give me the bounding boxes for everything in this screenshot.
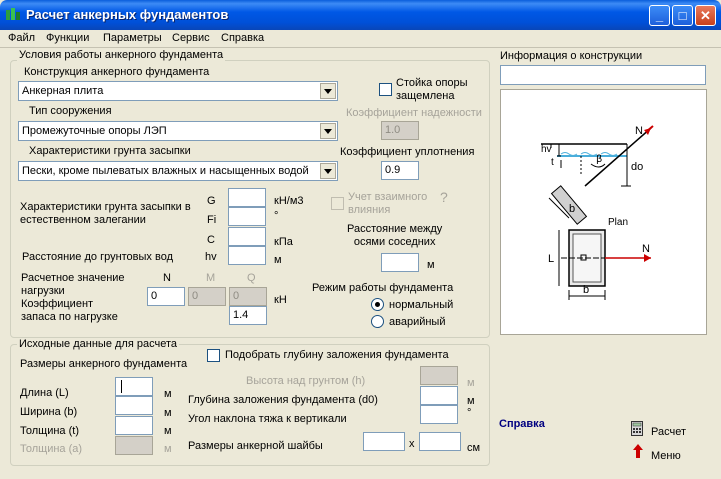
title-bar <box>0 0 721 30</box>
label-b: b <box>569 203 576 215</box>
mutual-influence-label: Учет взаимного влияния <box>348 191 428 216</box>
thickness-input[interactable] <box>115 416 153 435</box>
pick-depth-checkbox[interactable] <box>207 349 220 362</box>
source-legend: Исходные данные для расчета <box>19 338 177 350</box>
menu-link[interactable]: Меню <box>651 450 681 462</box>
distance-label: Расстояние между осями соседних <box>347 223 443 248</box>
pillar-fixed-label: Стойка опоры защемлена <box>396 77 468 102</box>
label-n: N <box>635 125 643 137</box>
reliability-field: 1.0 <box>381 121 419 140</box>
washer-width-input[interactable] <box>363 432 405 451</box>
depth-input[interactable] <box>420 386 458 405</box>
window-title: Расчет анкерных фундаментов <box>26 7 229 22</box>
soil-hv-unit: м <box>274 254 282 266</box>
washer-label: Размеры анкерной шайбы <box>188 440 323 452</box>
label-beta: β <box>596 154 603 165</box>
washer-unit: см <box>467 442 481 454</box>
load-n-input[interactable]: 0 <box>147 287 185 306</box>
label-t: t <box>551 157 554 168</box>
menu-bar <box>0 30 721 48</box>
soil-g-unit: кН/м3 <box>274 195 304 207</box>
structure-type-label: Тип сооружения <box>29 105 112 117</box>
label-hv: hv <box>541 144 552 155</box>
backfill-value: Пески, кроме пылеватых влажных и насыщенных водой <box>22 165 309 177</box>
structure-type-combo[interactable] <box>18 121 338 141</box>
depth-unit: м <box>467 395 475 407</box>
distance-unit: м <box>427 259 435 271</box>
height-unit: м <box>467 377 475 389</box>
menu-help[interactable]: Справка <box>221 32 265 44</box>
length-unit: м <box>164 388 172 400</box>
conditions-legend: Условия работы анкерного фундамента <box>19 49 224 61</box>
soil-fi-unit: ° <box>274 210 279 222</box>
backfill-combo[interactable] <box>18 161 338 181</box>
groundwater-label: Расстояние до грунтовых вод <box>22 251 173 263</box>
close-icon: ✕ <box>700 7 711 23</box>
backfill-label: Характеристики грунта засыпки <box>29 145 191 157</box>
soil-fi-input[interactable] <box>228 207 266 226</box>
thickness-a-unit: м <box>164 443 172 455</box>
mode-normal-radio[interactable] <box>371 298 384 311</box>
width-input[interactable] <box>115 396 153 415</box>
help-link[interactable]: Справка <box>499 418 545 430</box>
thickness-a-input <box>115 436 153 455</box>
pillar-fixed-checkbox[interactable] <box>379 83 392 96</box>
help-icon[interactable]: ? <box>440 189 448 205</box>
natural-soil-label: Характеристики грунта засыпки в естественном залегании <box>20 201 191 226</box>
soil-c-input[interactable] <box>228 227 266 246</box>
reserve-label: Коэффициент запаса по нагрузке <box>21 298 118 323</box>
angle-label: Угол наклона тяжа к вертикали <box>188 413 347 425</box>
chevron-down-icon[interactable] <box>320 123 336 139</box>
soil-hv-symbol: hv <box>205 251 217 263</box>
mode-label: Режим работы фундамента <box>312 282 454 294</box>
soil-fi-symbol: Fi <box>207 214 217 226</box>
menu-service[interactable]: Сервис <box>172 32 210 44</box>
chevron-down-icon[interactable] <box>320 83 336 99</box>
menu-functions[interactable]: Функции <box>46 32 90 44</box>
sizes-label: Размеры анкерного фундамента <box>20 358 188 370</box>
construction-label: Конструкция анкерного фундамента <box>24 66 210 78</box>
reliability-label: Коэффициент надежности <box>346 107 482 119</box>
app-icon <box>5 6 21 22</box>
soil-hv-input[interactable] <box>228 246 266 265</box>
diagram-panel <box>500 89 707 335</box>
close-button[interactable] <box>695 5 716 26</box>
info-field[interactable] <box>500 65 706 85</box>
mode-emergency-label: аварийный <box>389 316 446 328</box>
soil-g-input[interactable] <box>228 188 266 207</box>
structure-type-value: Промежуточные опоры ЛЭП <box>22 125 167 137</box>
label-l: L <box>548 253 555 265</box>
compaction-field[interactable]: 0.9 <box>381 161 419 180</box>
construction-value: Анкерная плита <box>22 85 104 97</box>
load-unit: кН <box>274 294 287 306</box>
anchor-diagram <box>501 90 706 334</box>
label-b-plan: b <box>583 284 590 296</box>
menu-file[interactable]: Файл <box>8 32 36 44</box>
thickness-label: Толщина (t) <box>20 425 79 437</box>
soil-g-symbol: G <box>207 195 216 207</box>
load-q-header: Q <box>247 272 256 284</box>
mode-normal-label: нормальный <box>389 299 454 311</box>
angle-input[interactable] <box>420 405 458 424</box>
load-n-header: N <box>163 272 171 284</box>
soil-c-unit: кПа <box>274 236 293 248</box>
thickness-unit: м <box>164 425 172 437</box>
mutual-influence-checkbox <box>331 197 344 210</box>
angle-unit: ° <box>467 407 472 419</box>
minimize-icon: _ <box>655 8 664 23</box>
chevron-down-icon[interactable] <box>320 163 336 179</box>
info-label: Информация о конструкции <box>500 50 643 62</box>
height-input <box>420 366 458 385</box>
mode-emergency-radio[interactable] <box>371 315 384 328</box>
width-unit: м <box>164 407 172 419</box>
minimize-button[interactable] <box>649 5 670 26</box>
washer-x: x <box>409 438 415 450</box>
load-m-header: M <box>206 272 216 284</box>
arrow-up-icon[interactable] <box>633 444 643 458</box>
pick-depth-label: Подобрать глубину заложения фундамента <box>225 349 449 361</box>
menu-parameters[interactable]: Параметры <box>103 32 162 44</box>
calc-link[interactable]: Расчет <box>651 426 686 438</box>
label-d0: do <box>631 161 644 173</box>
washer-height-input[interactable] <box>419 432 461 451</box>
maximize-icon: □ <box>678 8 687 23</box>
load-q-input: 0 <box>229 287 267 306</box>
length-input[interactable] <box>115 377 153 396</box>
distance-input[interactable] <box>381 253 419 272</box>
text-caret <box>121 380 122 393</box>
depth-label: Глубина заложения фундамента (d0) <box>188 394 378 406</box>
height-label: Высота над грунтом (h) <box>246 375 366 387</box>
label-plan: Plan <box>608 217 629 228</box>
construction-combo[interactable] <box>18 81 338 101</box>
thickness-a-label: Толщина (a) <box>20 443 83 455</box>
width-label: Ширина (b) <box>20 406 78 418</box>
reserve-input[interactable]: 1.4 <box>229 306 267 325</box>
compaction-label: Коэффициент уплотнения <box>340 146 475 158</box>
maximize-button[interactable] <box>672 5 693 26</box>
load-m-input: 0 <box>188 287 226 306</box>
calculator-icon[interactable] <box>631 421 643 436</box>
length-label: Длина (L) <box>20 387 69 399</box>
label-n-plan: N <box>642 243 650 255</box>
soil-c-symbol: C <box>207 234 215 246</box>
load-label: Расчетное значение нагрузки <box>21 272 125 297</box>
